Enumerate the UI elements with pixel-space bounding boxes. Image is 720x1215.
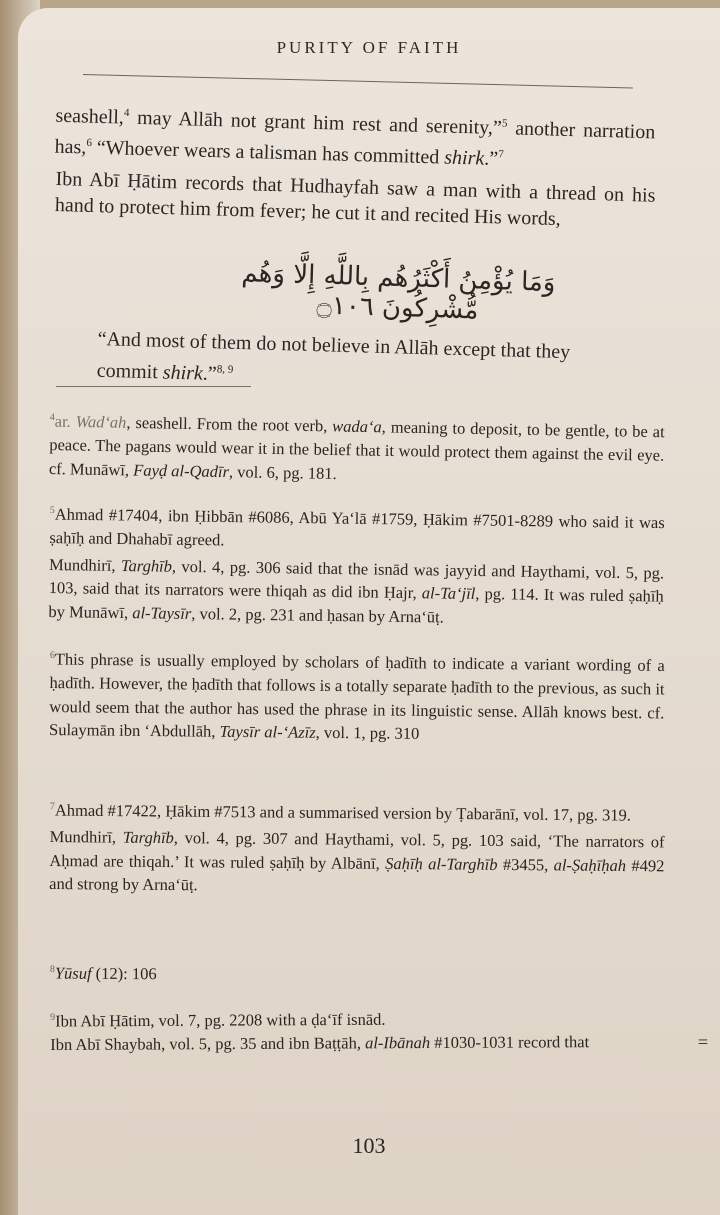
footnote-4 — [49, 406, 665, 491]
text: , seashell. From the root verb, — [126, 412, 333, 436]
book-title: al-Ta‘jīl — [421, 583, 476, 603]
footnote-5 — [48, 499, 665, 632]
footnote-ref: 8, 9 — [216, 363, 234, 376]
term: Wad‘ah — [75, 411, 127, 432]
header-rule — [83, 74, 633, 88]
text: Ibn Abī Ḥātim, vol. 7, pg. 2208 with a ḍa‘īf isnād. — [55, 1009, 386, 1031]
footnote-line — [50, 1030, 665, 1057]
book-page — [18, 8, 720, 1215]
footnote-line — [49, 825, 665, 901]
text: , vol. 4, pg. 306 said that the isnād was jayyid and Haythami, vol. 5, pg. 103, said that its narrators were thiqah as did ibn Ḥajr, — [48, 556, 665, 603]
footnote-ref: 5 — [501, 117, 508, 130]
text: another narration has, — [54, 117, 656, 159]
book-title: Targhīb — [122, 827, 174, 848]
footnote-line — [50, 1003, 665, 1033]
book-title: Fayḍ al-Qadīr — [133, 459, 230, 481]
text: .” — [202, 362, 218, 385]
book-title: Targhīb — [120, 555, 173, 576]
term: shirk — [444, 146, 485, 170]
footnote-line — [49, 499, 665, 558]
footnote-line — [50, 795, 665, 827]
term: shirk — [162, 361, 204, 385]
running-title: PURITY OF FAITH — [276, 38, 462, 57]
book-title: Taysīr al-‘Azīz — [219, 721, 316, 742]
text: , vol. 2, pg. 231 and ḥasan by Arna‘ūṭ. — [191, 603, 444, 627]
footnote-marker: 8 — [49, 963, 55, 976]
text: “And most of them do not believe in Allāh except that they commit — [96, 327, 571, 384]
verse-translation — [96, 326, 617, 399]
footnote-marker: 9 — [50, 1011, 56, 1023]
page-number: 103 — [352, 1133, 386, 1158]
text: ar. — [54, 411, 76, 431]
text: , vol. 1, pg. 310 — [315, 722, 420, 743]
text: , pg. 114. It was ruled ṣaḥīḥ by Munāwī, — [48, 583, 664, 622]
arabic-verse: وَمَا يُؤْمِنُ أَكْثَرُهُم بِاللَّهِ إِلَّا وَهُم مُّشْرِكُونَ ۝١٠٦ — [240, 258, 556, 326]
footnote-8 — [50, 958, 665, 989]
body-paragraph-1 — [54, 98, 655, 176]
footnote-marker: 7 — [49, 800, 55, 813]
footnote-ref: 7 — [498, 148, 504, 161]
text: “Whoever wears a talisman has committed — [91, 136, 445, 169]
surah-name: Yūsuf — [54, 963, 92, 983]
footnote-ref: 6 — [86, 136, 93, 149]
text: #1030-1031 record that — [430, 1032, 590, 1053]
text: #492 and strong by Arna‘ūṭ. — [49, 855, 665, 895]
text: Ibn Abī Shaybah, vol. 5, pg. 35 and ibn Baṭṭāh, — [50, 1033, 366, 1054]
text: .” — [484, 147, 499, 170]
text: , vol. 6, pg. 181. — [228, 461, 337, 483]
book-title: al-Ibānah — [365, 1033, 431, 1053]
text: , meaning to deposit, to be gentle, to be at peace. The pagans would wear it in the belief that it would protect them against the evil eye. cf. Munāwī, — [48, 417, 665, 479]
term: wada‘a — [332, 416, 382, 437]
text: , vol. 4, pg. 307 and Haythami, vol. 5, pg. 103 said, ‘The narrators of Aḥmad are thiqah.’ It was ruled ṣaḥīḥ by Albānī, — [49, 828, 665, 873]
body-paragraph-2: Ibn Abī Ḥātim records that Hudhayfah saw a man with a thread on his hand to protect him from fever; he cut it and recited His words, — [54, 167, 656, 231]
footnote-9 — [50, 1003, 665, 1057]
text: (12): 106 — [91, 963, 157, 984]
text: #3455, — [497, 854, 554, 874]
footnote-ref: 4 — [123, 106, 130, 120]
text: Ahmad #17404, ibn Ḥibbān #6086, Abū Ya‘lā #1759, Ḥākim #7501-8289 who said it was ṣaḥīḥ and Dhahabī agreed. — [49, 504, 665, 550]
text: seashell, — [55, 104, 125, 129]
text: Ahmad #17422, Ḥākim #7513 and a summarised version by Ṭabarānī, vol. 17, pg. 319. — [54, 800, 631, 825]
text: Mundhirī, — [48, 554, 122, 575]
continuation-mark: = — [697, 1032, 708, 1052]
book-title: Ṣaḥīḥ al-Targhīb — [385, 853, 498, 874]
text: Mundhirī, — [49, 826, 123, 847]
footnote-rule — [56, 386, 251, 387]
book-title: al-Ṣaḥīḥah — [553, 854, 627, 875]
footnote-7 — [49, 795, 665, 901]
footnote-marker: 4 — [49, 411, 55, 424]
footnote-line — [48, 552, 664, 631]
footnote-6 — [49, 644, 665, 748]
footnote-marker: 6 — [49, 649, 55, 662]
footnote-marker: 5 — [49, 504, 55, 517]
book-title: al-Taysīr — [132, 602, 192, 623]
text: This phrase is usually employed by scholars of ḥadīth to indicate a variant wording of a ḥadīth. However, the ḥadīth that follows is a totally separate ḥadīth to the previous, as such it would seem that the author has used the phrase in its linguistic sense. Allāh knows best. cf. Sulaymān ibn ‘Abdullāh, — [49, 649, 665, 741]
text: may Allāh not grant him rest and serenity,” — [128, 106, 503, 140]
